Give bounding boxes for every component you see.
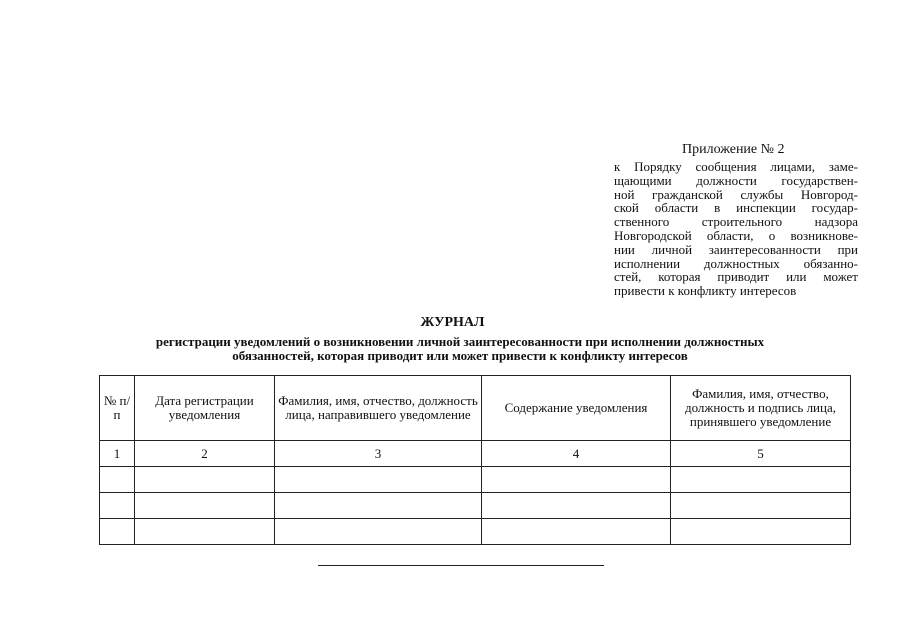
header-cell-number: № п/п: [100, 376, 135, 441]
appendix-line: привести к конфликту интересов: [614, 283, 797, 299]
empty-cell: [100, 519, 135, 545]
appendix-line: стей, которая приводит или может: [614, 269, 858, 285]
table-row: [100, 493, 851, 519]
empty-cell: [482, 493, 671, 519]
journal-title: ЖУРНАЛ: [420, 315, 485, 330]
empty-cell: [671, 493, 851, 519]
appendix-line: щающими должности государствен-: [614, 172, 858, 188]
appendix-line: ной гражданской службы Новгород-: [614, 186, 858, 202]
table-header-row: [100, 376, 851, 441]
empty-cell: [275, 519, 482, 545]
empty-cell: [100, 467, 135, 493]
header-cell-date: Дата регистрации уведомления: [135, 376, 275, 441]
journal-subtitle: [90, 335, 830, 363]
column-number: 3: [275, 441, 482, 467]
empty-cell: [482, 519, 671, 545]
closing-rule: [318, 565, 604, 566]
appendix-text: [614, 160, 858, 298]
empty-cell: [275, 493, 482, 519]
column-number: 2: [135, 441, 275, 467]
empty-cell: [671, 519, 851, 545]
empty-cell: [671, 467, 851, 493]
column-number: 4: [482, 441, 671, 467]
appendix-line: к Порядку сообщения лицами, заме-: [614, 159, 858, 174]
header-cell-content: Содержание уведомления: [482, 376, 671, 441]
table-numbering-row: [100, 441, 851, 467]
empty-cell: [275, 467, 482, 493]
journal-subtitle-line: регистрации уведомлений о возникновении личной заинтересованности при исполнении должностных: [155, 334, 765, 349]
empty-cell: [135, 519, 275, 545]
empty-cell: [135, 493, 275, 519]
empty-cell: [135, 467, 275, 493]
header-cell-receiver: Фамилия, имя, отчество, должность и подпись лица, принявшего уведомление: [671, 376, 851, 441]
header-cell-sender: Фамилия, имя, отчество, должность лица, направившего уведомление: [275, 376, 482, 441]
appendix-line: ской области в инспекции государ-: [614, 200, 858, 216]
empty-cell: [100, 493, 135, 519]
appendix-title: Приложение № 2: [682, 142, 785, 157]
journal-table: [99, 375, 851, 545]
column-number: 5: [671, 441, 851, 467]
appendix-line: Новгородской области, о возникнове-: [614, 227, 858, 243]
appendix-line: нии личной заинтересованности при: [614, 241, 858, 257]
table-row: [100, 467, 851, 493]
column-number: 1: [100, 441, 135, 467]
appendix-line: исполнении должностных обязанно-: [614, 255, 858, 271]
empty-cell: [482, 467, 671, 493]
table-row: [100, 519, 851, 545]
appendix-line: ственного строительного надзора: [614, 214, 858, 230]
journal-subtitle-line: обязанностей, которая приводит или может привести к конфликту интересов: [232, 348, 688, 363]
